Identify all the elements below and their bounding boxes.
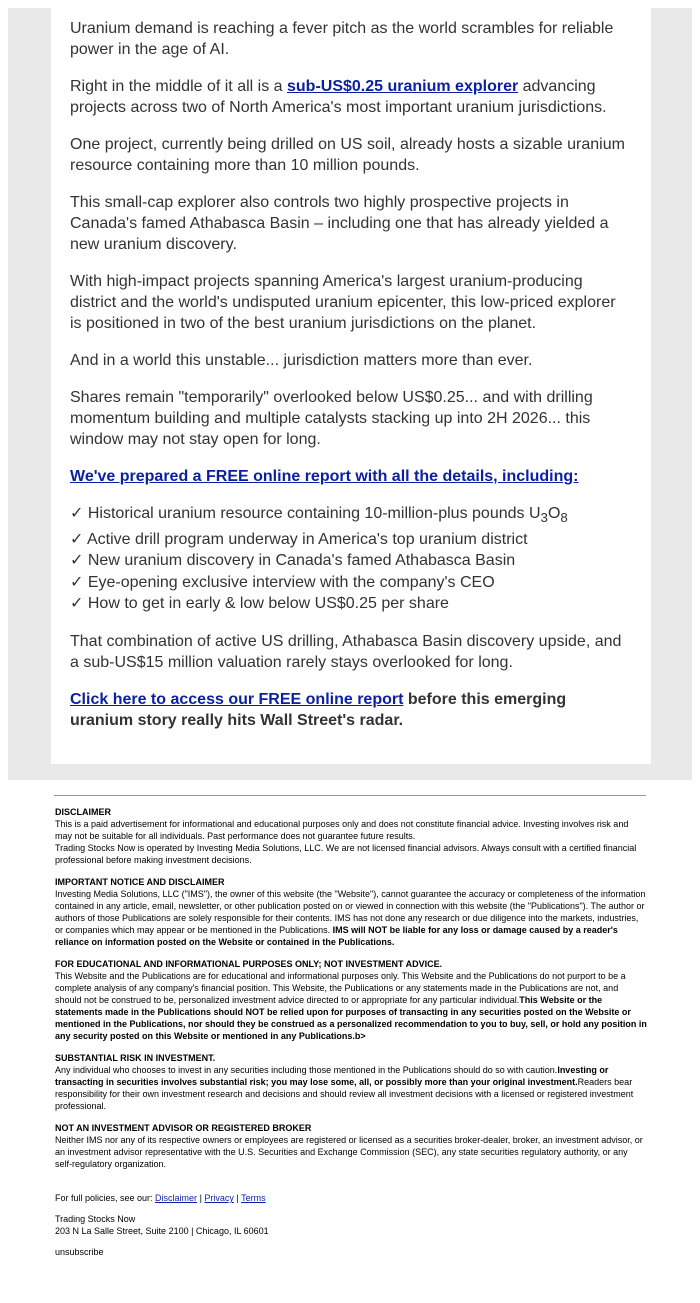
company-address: 203 N La Salle Street, Suite 2100 | Chicago, IL 60601 [55, 1226, 269, 1236]
educational-purposes-body: This Website and the Publications are for educational and informational purposes only. This Website and the Publications do not purport to be a complete analysis of any company's financial position. This Website, the Publications or any statements made in the Publications are not, and should not be construed to be, personalized investment advice directed to or appropriate for any particular individual. [55, 971, 626, 1005]
policies-label: For full policies, see our: [55, 1193, 156, 1203]
disclaimer-text: This is a paid advertisement for informational and educational purposes only and does not constitute financial advice. Investing involves risk and may not be suitable for all individuals. Past performance does not guarantee future results. [55, 819, 629, 841]
intro-text-before: Right in the middle of it all is a [70, 78, 287, 95]
oxygen-symbol: O [547, 505, 561, 522]
subscript-3: 3 [540, 510, 548, 526]
checklist-item [70, 529, 630, 551]
body-paragraph-5: With high-impact projects spanning America's largest uranium-producing district and the world's undisputed uranium epicenter, this low-priced explorer is positioned in two of the best uranium jurisdictions on the planet. [70, 273, 616, 332]
important-notice-bold: IMS will NOT be liable for any loss or damage caused by a reader's reliance on information posted on the Website or contained in the Publications. [55, 925, 618, 947]
checklist-item [70, 593, 630, 615]
body-paragraph-4: This small-cap explorer also controls two highly prospective projects in Canada's famed Athabasca Basin – including one that has already yielded a new uranium discovery. [70, 194, 609, 253]
cta-text-after: before this emerging uranium story really hits Wall Street's radar. [70, 690, 567, 729]
checklist-item [70, 572, 630, 594]
substantial-risk-bold: Investing or transacting in securities involves substantial risk; you may lose some, all, or possibly more than your original investment. [55, 1065, 609, 1087]
email-body [70, 18, 630, 747]
subscript-8: 8 [560, 510, 568, 526]
call-to-action [70, 689, 630, 731]
report-checklist [70, 503, 630, 615]
checklist-item-text: How to get in early & low below US$0.25 per share [87, 595, 449, 613]
checklist-item-text: New uranium discovery in Canada's famed Athabasca Basin [87, 552, 516, 570]
substantial-risk-text [55, 1064, 647, 1112]
uranium-explorer-link[interactable]: sub-US$0.25 uranium explorer [287, 78, 519, 95]
privacy-link[interactable]: Privacy [204, 1193, 234, 1203]
footer-spacer [55, 1180, 647, 1192]
educational-purposes-text [55, 970, 647, 1042]
important-notice-body: Investing Media Solutions, LLC ("IMS"), the owner of this website (the "Website"), cannot guarantee the accuracy or completeness of the information contained in any article, email, newsletter, or other publication posted on or viewed in connection with this website (the "Publications"). The author or authors of those Publications are solely responsible for their contents. IMS has not done any research or due diligence into the markets, industries, or companies which may appear or be mentioned in the Publications. [55, 889, 646, 935]
substantial-risk-title: SUBSTANTIAL RISK IN INVESTMENT. [55, 1053, 216, 1063]
educational-purposes-title: FOR EDUCATIONAL AND INFORMATIONAL PURPOSES ONLY; NOT INVESTMENT ADVICE. [55, 959, 443, 969]
substantial-risk-body: Any individual who chooses to invest in any securities including those mentioned in the Publications should do so with caution. [55, 1065, 558, 1075]
substantial-risk-block [55, 1052, 647, 1112]
email-content-card [51, 8, 651, 764]
check-icon: ✓ [70, 505, 84, 522]
not-advisor-text: Neither IMS nor any of its respective owners or employees are registered or licensed as a securities broker-dealer, broker, an investment advisor, or an investment advisor representative with the U.S. Securities and Exchange Commission (SEC), any state securities regulatory authority, or any self-regulatory organization. [55, 1135, 643, 1169]
body-paragraph-7: Shares remain "temporarily" overlooked below US$0.25... and with drilling momentum building and multiple catalysts stacking up into 2H 2026... this window may not stay open for long. [70, 389, 593, 448]
body-paragraph-6: And in a world this unstable... jurisdiction matters more than ever. [70, 352, 533, 369]
access-report-link[interactable]: Click here to access our FREE online report [70, 690, 404, 708]
report-heading-link[interactable]: We've prepared a FREE online report with all the details, including: [70, 468, 579, 485]
check-icon: ✓ [70, 595, 84, 613]
check-icon: ✓ [70, 573, 84, 591]
check-icon: ✓ [70, 552, 84, 570]
body-paragraph-1: Uranium demand is reaching a fever pitch as the world scrambles for reliable power in the age of AI. [70, 20, 614, 58]
not-advisor-title: NOT AN INVESTMENT ADVISOR OR REGISTERED BROKER [55, 1123, 312, 1133]
disclaimer-section [55, 806, 647, 1258]
substantial-risk-body-2: Readers bear responsibility for their own investment research and decisions and should review all investment decisions with a licensed or registered investment professional. [55, 1077, 634, 1111]
educational-purposes-block [55, 958, 647, 1042]
disclaimer-block [55, 806, 647, 866]
important-notice-text [55, 888, 647, 948]
terms-link[interactable]: Terms [241, 1193, 266, 1203]
email-outer-background [8, 8, 692, 780]
important-notice-block [55, 876, 647, 948]
checklist-item [70, 550, 630, 572]
unsubscribe-link[interactable]: unsubscribe [55, 1247, 104, 1257]
report-heading [70, 466, 630, 487]
important-notice-title: IMPORTANT NOTICE AND DISCLAIMER [55, 877, 225, 887]
link-separator: | [233, 1193, 242, 1203]
intro-text-after: advancing projects across two of North America's most important uranium jurisdictions. [70, 78, 607, 116]
link-separator: | [197, 1193, 205, 1203]
disclaimer-title: DISCLAIMER [55, 807, 111, 817]
disclaimer-text-2: Trading Stocks Now is operated by Investing Media Solutions, LLC. We are not licensed financial advisors. Always consult with a certified financial professional before making investment decisions. [55, 843, 637, 865]
check-icon: ✓ [70, 530, 84, 548]
disclaimer-link[interactable]: Disclaimer [155, 1193, 198, 1203]
not-advisor-block [55, 1122, 647, 1170]
policies-line [55, 1192, 647, 1204]
checklist-item-text: Active drill program underway in America's top uranium district [86, 530, 528, 548]
body-paragraph-3: One project, currently being drilled on US soil, already hosts a sizable uranium resource containing more than 10 million pounds. [70, 136, 625, 174]
checklist-item-text: Eye-opening exclusive interview with the company's CEO [87, 573, 495, 591]
checklist-item [70, 503, 630, 529]
checklist-item-text: Historical uranium resource containing 10-million-plus pounds U [87, 505, 541, 522]
educational-purposes-bold: This Website or the statements made in the Publications should NOT be relied upon for purposes of transacting in any securities posted on the Website or mentioned in the Publications, nor should they be construed as a personalized recommendation to you to buy, sell, or hold any position in any security posted on this Website or mentioned in any Publications.b> [55, 995, 647, 1041]
body-paragraph-2 [70, 76, 630, 118]
closing-paragraph: That combination of active US drilling, Athabasca Basin discovery upside, and a sub-US$15 million valuation rarely stays overlooked for long. [70, 632, 622, 671]
company-name: Trading Stocks Now [55, 1214, 136, 1224]
disclaimer-divider [54, 795, 646, 796]
